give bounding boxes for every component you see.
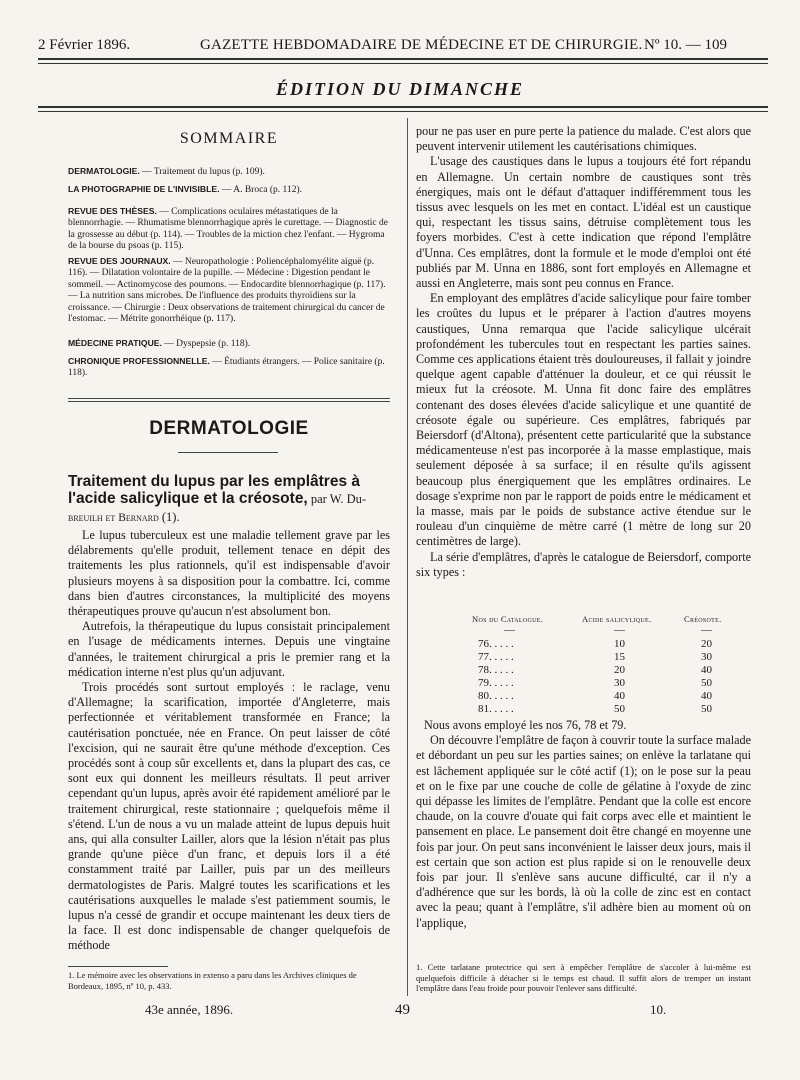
header-rule bbox=[38, 58, 768, 60]
footnote-right: 1. Cette tarlatane protectrice qui sert à empêcher l'emplâtre de s'accoler à lui-même est quelquefois difficile à détacher si le temps est chaud. Il suffit alors de tremper un instant l'emplâtre dans l'eau froide pour pouvoir l'enlever sans difficulté. bbox=[416, 962, 751, 993]
page-folio: 49 bbox=[395, 1002, 410, 1018]
column-divider bbox=[407, 118, 408, 996]
edition-rule bbox=[38, 106, 768, 108]
footer-number: 10. bbox=[650, 1002, 667, 1017]
sommaire-entry: REVUE DES JOURNAUX. — Neuropathologie : Poliencéphalomyélite aiguë (p. 116). — Dilatation volontaire de la pupille. — Médecine : Digestion pendant le sommeil. — Actinomycose des poumons. — Endocardite blennorrhagique (p. 117). — La nutrition sans microbes. De l'influence des produits thyroïdiens sur la croissance. — Chirurgie : Deux observations de traitement chirurgical du cancer de l'estomac. — Métrite gonorrhéique (p. 117). bbox=[68, 256, 386, 325]
section-heading: DERMATOLOGIE bbox=[149, 418, 309, 439]
article-body-right-continued bbox=[416, 718, 751, 931]
section-heading-rule bbox=[178, 452, 278, 453]
table-cell: 20 bbox=[701, 638, 712, 650]
article-title: Traitement du lupus par les emplâtres à l'acide salicylique et la créosote, par W. Du- breuilh et Bernard (1). bbox=[68, 473, 367, 524]
table-header-cell: Créosote. bbox=[684, 614, 722, 624]
table-cell: 15 bbox=[614, 651, 625, 663]
table-cell: 50 bbox=[701, 703, 712, 715]
paragraph: L'usage des caustiques dans le lupus a toujours été fort répandu en Allemagne. Un certain nombre de caustiques sont très énergiques, mais ont le défaut d'attaquer indifféremment tous les tissus avec lesquels on les met en contact. L'idéal est un caustique qui, respectant les tissus sains, détruise complètement tous les foyers morbides. C'est à cette indication que répond l'emplâtre d'Unna. Ces emplâtres, dont la formule et le mode d'emploi ont été publiés par M. Unna en 1886, sont fort employés en Allemagne et aussi en Angleterre, mais sont peu connus en France. bbox=[416, 154, 751, 291]
article-body-left bbox=[68, 528, 390, 954]
table-row bbox=[416, 703, 751, 716]
footnote-left: 1. Le mémoire avec les observations in extenso a paru dans les Archives cliniques de Bordeaux, 1895, nº 10, p. 433. bbox=[68, 970, 357, 991]
header-issue: Nº 10. — 109 bbox=[644, 37, 727, 53]
sommaire-title: SOMMAIRE bbox=[179, 130, 279, 147]
table-dash-row: — — — bbox=[504, 624, 712, 636]
sommaire-entry: MÉDECINE PRATIQUE. — Dyspepsie (p. 118). bbox=[68, 338, 251, 349]
table-cell: 40 bbox=[701, 690, 712, 702]
paragraph: pour ne pas user en pure perte la patience du malade. C'est alors que peuvent intervenir utilement les cautérisations chimiques. bbox=[416, 124, 751, 154]
footnote-rule bbox=[68, 966, 168, 967]
table-cell: 30 bbox=[701, 651, 712, 663]
article-body-right bbox=[416, 124, 751, 580]
header-rule-thin bbox=[38, 63, 768, 64]
edition-banner: ÉDITION DU DIMANCHE bbox=[275, 79, 525, 99]
table-cell: 40 bbox=[701, 664, 712, 676]
header-journal-title: GAZETTE HEBDOMADAIRE DE MÉDECINE ET DE CHIRURGIE. bbox=[200, 37, 643, 53]
table-cell: 80. . . . . bbox=[478, 690, 514, 702]
table-cell: 30 bbox=[614, 677, 625, 689]
sommaire-entry: LA PHOTOGRAPHIE DE L'INVISIBLE. — A. Broca (p. 112). bbox=[68, 184, 302, 195]
table-cell: 50 bbox=[614, 703, 625, 715]
sommaire-entry: DERMATOLOGIE. — Traitement du lupus (p. 109). bbox=[68, 166, 265, 177]
table-cell: 81. . . . . bbox=[478, 703, 514, 715]
paragraph: La série d'emplâtres, d'après le catalogue de Beiersdorf, comporte six types : bbox=[416, 549, 751, 579]
table-header-cell: Nos du Catalogue. bbox=[472, 614, 544, 624]
table-cell: 10 bbox=[614, 638, 625, 650]
paragraph: En employant des emplâtres d'acide salicylique pour faire tomber les croûtes du lupus et le préparer à l'action d'autres moyens caustiques, Unna remarqua que l'acide salicylique ulcérait profondément les tubercules tout en respectant les parties saines. Comme ces applications étaient très douloureuses, il fallait y joindre quelque agent capable d'atténuer la douleur, et ce qui réussit le mieux fut la créosote. M. Unna fit donc faire des emplâtres contenant des doses élevées d'acide salicylique et une quantité de créosote égale ou supérieure. Ces emplâtres, fabriqués par Beiersdorf (d'Altona), présentent cette particularité que la substance médicamenteuse n'est pas incorporée à la masse emplastique, mais seulement déposée à sa surface; il en résulte qu'ils agissent beaucoup plus énergiquement que les emplâtres ordinaires. Le dosage s'exprime non par le rapport de poids entre le médicament et la masse, mais par le poids de substance active étendue sur le rouleau d'un cinquième de mètre carré (1 mètre de long sur 20 centimètres de large). bbox=[416, 291, 751, 549]
edition-rule-thin bbox=[38, 111, 768, 112]
sommaire-entry: REVUE DES THÈSES. — Complications oculaires métastatiques de la blennorrhagie. — Rhumatisme blennorrhagique après le curettage. — Diagnostic de la grossesse au début (p. 114). — Troubles de la miction chez l'enfant. — Hygroma de la bourse du psoas (p. 115). bbox=[68, 206, 388, 252]
table-cell: 77. . . . . bbox=[478, 651, 514, 663]
table-cell: 40 bbox=[614, 690, 625, 702]
table-cell: 78. . . . . bbox=[478, 664, 514, 676]
sommaire-entry: CHRONIQUE PROFESSIONNELLE. — Étudiants étrangers. — Police sanitaire (p. 118). bbox=[68, 356, 385, 379]
table-row bbox=[416, 651, 751, 664]
table-cell: 20 bbox=[614, 664, 625, 676]
table-cell: 76. . . . . bbox=[478, 638, 514, 650]
table-header-cell: Acide salicylique. bbox=[582, 614, 652, 624]
paragraph: On découvre l'emplâtre de façon à couvrir toute la surface malade et débordant un peu sur les parties saines; on enlève la tarlatane qui est lâchement appliquée sur le côté actif (1); on le pose sur la peau et on le fixe par une couche de colle de gélatine à l'oxyde de zinc qui dépasse les limites de l'emplâtre. Pendant que la colle est encore chaude, on la couvre d'ouate qui fait corps avec elle et maintient le pansement en place. Le pansement doit être changé en moyenne une fois par jour. On peut sans inconvénient le laisser deux jours, mais il est certain que son action est plus rapide si on le renouvelle deux fois par jour. Il s'enlève sans aucune difficulté, car il n'y a d'adhérence que sur les bords, là où la colle de zinc est en contact avec la peau; quant à l'emplâtre, s'il adhère bien au moment où on l'applique, bbox=[416, 733, 751, 930]
paragraph: Trois procédés sont surtout employés : le raclage, venu d'Allemagne; la scarification, importée d'Angleterre, mais perfectionnée et véritablement transformée en France; la cautérisation ponctuée, née en France. On peut laisser de côté l'excision, qui ne saurait être qu'une méthode d'exception. Ces procédés sont à coup sûr excellents et, dans la plupart des cas, ce sont eux qui donnent les meilleurs résultats. Il peut arriver cependant qu'un lupus, après avoir été rapidement amélioré par le traitement chirurgical, reste stationnaire ; quelquefois même il s'étend. L'un de nous a vu un malade atteint de lupus depuis huit ans, qui alla consulter Lailler, alors que la lésion n'était pas plus grande qu'une pièce d'un franc, et depuis lors il a été constamment traité par Lailler, puis par un des meilleurs dermatologistes de Paris. Malgré toutes les scarifications et les cautérisations auxquelles le malade s'est patiemment soumis, le lupus n'a cessé de grandir et occupe maintenant les deux tiers de la face. Il est donc indispensable de changer quelquefois de méthode bbox=[68, 680, 390, 953]
sommaire-rule-thin bbox=[68, 401, 390, 402]
table-row bbox=[416, 690, 751, 703]
table-cell: 50 bbox=[701, 677, 712, 689]
table-cell: 79. . . . . bbox=[478, 677, 514, 689]
sommaire-rule bbox=[68, 398, 390, 399]
table-row bbox=[416, 664, 751, 677]
table-row bbox=[416, 638, 751, 651]
header-date: 2 Février 1896. bbox=[38, 37, 131, 53]
paragraph: Autrefois, la thérapeutique du lupus consistait principalement en l'usage de médicaments internes. Depuis une vingtaine d'années, le traitement chirurgical a pris le premier rang et la médication interne n'est plus qu'un adjuvant. bbox=[68, 619, 390, 679]
table-row bbox=[416, 677, 751, 690]
footer-year: 43e année, 1896. bbox=[145, 1002, 234, 1017]
paragraph: Le lupus tuberculeux est une maladie tellement grave par les délabrements qu'elle produit, tellement tenace en dépit des traitements les plus rationnels, qu'il est indispensable d'avoir plusieurs moyens à sa disposition pour la combattre. Ici, comme dans bien d'autres circonstances, la multiplicité des moyens thérapeutiques prouve qu'aucun n'est absolument bon. bbox=[68, 528, 390, 619]
paragraph: Nous avons employé les nos 76, 78 et 79. bbox=[424, 718, 627, 732]
